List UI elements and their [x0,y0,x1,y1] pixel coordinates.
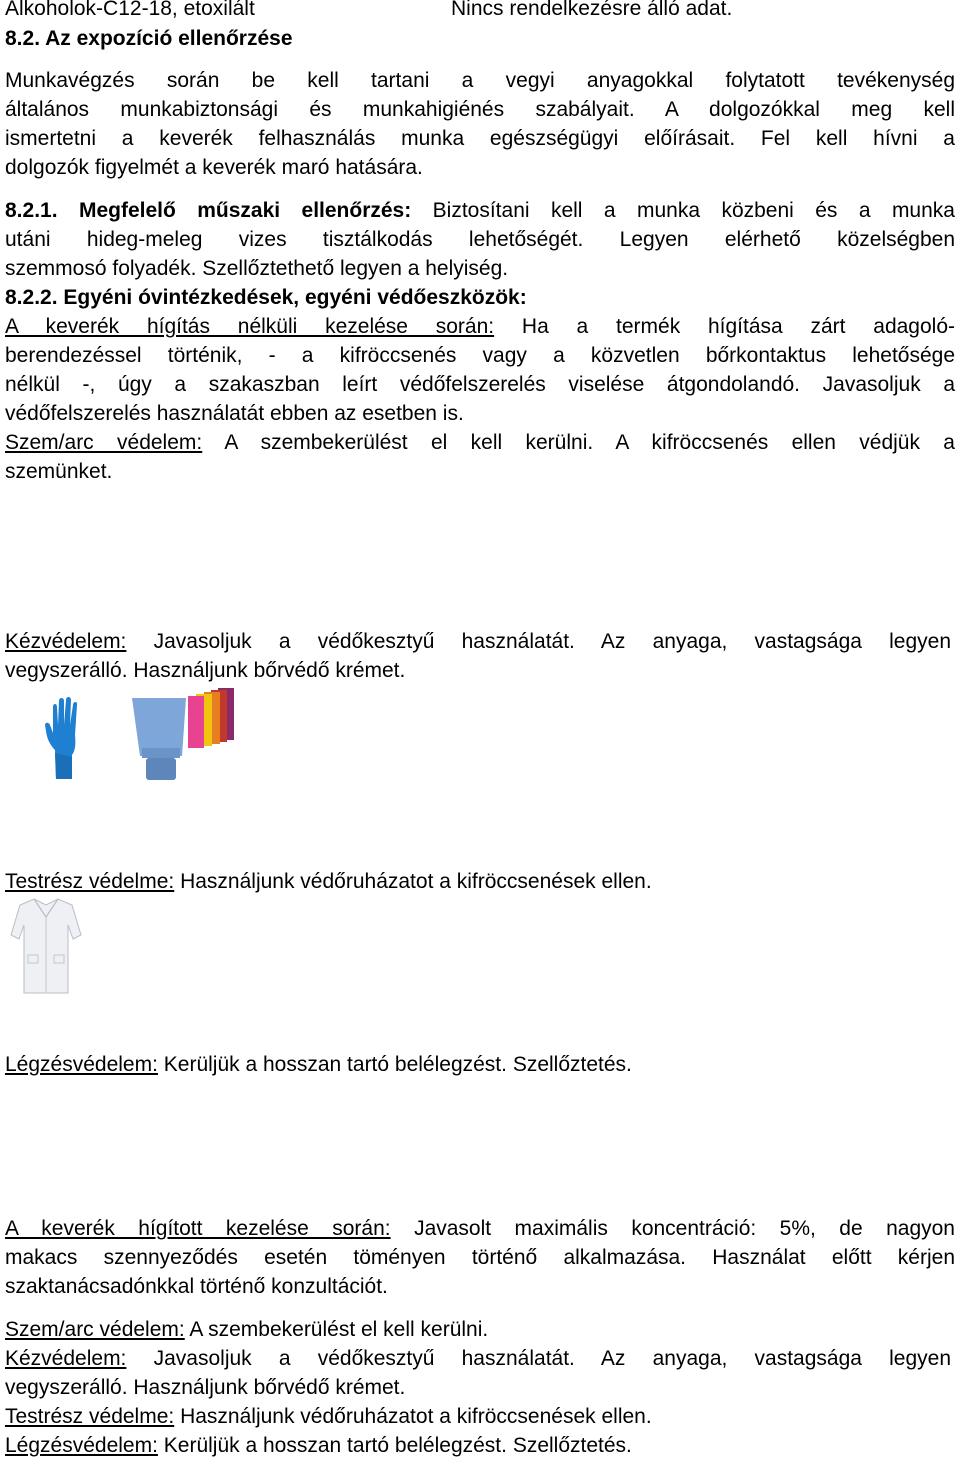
diluted-line-1 [5,1214,955,1243]
undiluted-line-1 [5,312,955,341]
diluted-eye-line [5,1315,488,1344]
diluted-hand-label: Kézvédelem: [5,1347,127,1370]
diluted-body-line [5,1402,652,1431]
undiluted-label: A keverék hígítás nélküli kezelése során: [5,315,495,338]
diluted-eye-label: Szem/arc védelem: [5,1318,185,1341]
diluted-hand-line-1 [5,1344,951,1373]
eye-line-1-rest: A szembekerülést el kell kerülni. A kifröccsenés ellen védjük a [224,431,955,454]
diluted-hand-line-1-rest: Javasoljuk a védőkesztyű használatát. Az anyaga, vastagsága legyen [153,1347,951,1370]
diluted-resp-label: Légzésvédelem: [5,1434,158,1457]
s821-line-2: utáni hideg-meleg vizes tisztálkodás lehetőségét. Legyen elérhető közelségben [5,228,955,251]
diluted-resp-rest: Kerüljük a hosszan tartó belélegzést. Szellőztetés. [163,1434,632,1457]
cream-tubes-icon [126,686,241,782]
diluted-line-3: szaktanácsadónkkal történő konzultációt. [5,1275,388,1298]
s821-heading: 8.2.1. Megfelelő műszaki ellenőrzés: [5,199,412,222]
s821-line-1 [5,196,955,225]
resp-label: Légzésvédelem: [5,1053,158,1076]
diluted-line-1-rest: Javasolt maximális koncentráció: 5%, de nagyon [414,1217,955,1240]
s821-line-1-rest: Biztosítani kell a munka közbeni és a munka [432,199,955,222]
s821-line-3: szemmosó folyadék. Szellőztethető legyen a helyiség. [5,257,509,280]
undiluted-line-4: védőfelszerelés használatát ebben az esetben is. [5,402,464,425]
diluted-line-2: makacs szennyeződés esetén töményen történő alkalmazása. Használat előtt kérjen [5,1246,955,1269]
substance-name: Alkoholok-C12-18, etoxilált [5,0,255,20]
diluted-body-rest: Használjunk védőruházatot a kifröccsenések ellen. [180,1405,652,1428]
intro-line-3: ismertetni a keverék felhasználás munka egészségügyi előírásait. Fel kell hívni a [5,127,955,150]
intro-line-2: általános munkabiztonsági és munkahigiénés szabályait. A dolgozókkal meg kell [5,98,955,121]
undiluted-line-2: berendezéssel történik, - a kifröccsenés vagy a közvetlen bőrkontaktus lehetősége [5,344,955,367]
hand-label: Kézvédelem: [5,630,127,653]
lab-coat-icon [10,895,82,995]
hand-line-1 [5,627,951,656]
diluted-label: A keverék hígított kezelése során: [5,1217,391,1240]
intro-line-1: Munkavégzés során be kell tartani a vegyi anyagokkal folytatott tevékenység [5,69,955,92]
resp-line [5,1050,632,1079]
glove-icon [44,695,88,779]
diluted-hand-line-2: vegyszerálló. Használjunk bőrvédő krémet. [5,1376,406,1399]
body-label: Testrész védelme: [5,870,175,893]
substance-status: Nincs rendelkezésre álló adat. [451,0,733,20]
diluted-resp-line [5,1431,632,1460]
eye-line-2: szemünket. [5,460,113,483]
diluted-body-label: Testrész védelme: [5,1405,175,1428]
section-8-2-title: 8.2. Az expozíció ellenőrzése [5,27,293,50]
eye-line-1 [5,428,955,457]
undiluted-line-3: nélkül -, úgy a szakaszban leírt védőfelszerelés viselése átgondolandó. Javasoljuk a [5,373,955,396]
body-protection-line [5,867,652,896]
undiluted-line-1-rest: Ha a termék hígítása zárt adagoló- [521,315,956,338]
diluted-eye-rest: A szembekerülést el kell kerülni. [189,1318,489,1341]
s822-heading: 8.2.2. Egyéni óvintézkedések, egyéni védőeszközök: [5,286,527,309]
intro-line-4: dolgozók figyelmét a keverék maró hatására. [5,156,423,179]
hand-line-2: vegyszerálló. Használjunk bőrvédő krémet. [5,659,406,682]
eye-label: Szem/arc védelem: [5,431,203,454]
body-rest: Használjunk védőruházatot a kifröccsenések ellen. [180,870,652,893]
resp-rest: Kerüljük a hosszan tartó belélegzést. Szellőztetés. [163,1053,632,1076]
hand-line-1-rest: Javasoljuk a védőkesztyű használatát. Az anyaga, vastagsága legyen [153,630,951,653]
